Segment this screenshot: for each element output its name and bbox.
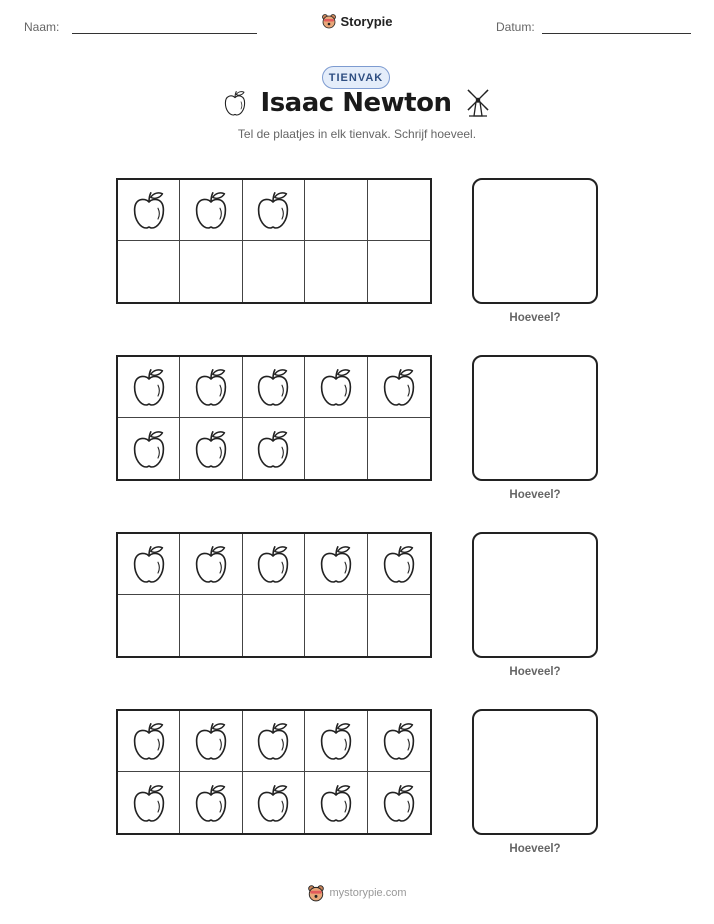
- answer-box-1[interactable]: [472, 178, 598, 304]
- apple-icon: [318, 367, 354, 407]
- ten-frame-cell: [118, 418, 180, 479]
- ten-frame-cell: [243, 534, 305, 595]
- ten-frame-cell: [305, 595, 367, 656]
- name-label: Naam:: [24, 20, 60, 34]
- ten-frame-cell: [243, 241, 305, 302]
- apple-icon: [255, 429, 291, 469]
- apple-icon: [131, 367, 167, 407]
- ten-frame-cell: [243, 772, 305, 833]
- answer-box-2[interactable]: [472, 355, 598, 481]
- apple-icon: [381, 544, 417, 584]
- ten-frame-cell: [180, 418, 242, 479]
- apple-icon: [193, 721, 229, 761]
- ten-frame-cell: [305, 772, 367, 833]
- apple-icon: [131, 783, 167, 823]
- ten-frame-cell: [243, 357, 305, 418]
- ten-frame-4: [116, 709, 432, 835]
- apple-icon: [223, 89, 247, 117]
- ten-frame-cell: [368, 241, 430, 302]
- ten-frame-cell: [118, 595, 180, 656]
- apple-icon: [131, 544, 167, 584]
- date-label: Datum:: [496, 20, 535, 34]
- ten-frame-cell: [368, 595, 430, 656]
- name-line[interactable]: [72, 33, 257, 34]
- apple-icon: [255, 783, 291, 823]
- how-many-label: Hoeveel?: [509, 843, 561, 855]
- ten-frame-cell: [368, 772, 430, 833]
- apple-icon: [255, 721, 291, 761]
- ten-frame-cell: [180, 357, 242, 418]
- windmill-icon: [465, 88, 491, 118]
- worksheet-type-badge: TIENVAK: [322, 66, 390, 89]
- ten-frame-cell: [305, 534, 367, 595]
- ten-frame-cell: [180, 772, 242, 833]
- ten-frame-cell: [180, 711, 242, 772]
- ten-frame-cell: [180, 595, 242, 656]
- apple-icon: [131, 721, 167, 761]
- footer-url: mystorypie.com: [329, 887, 407, 899]
- apple-icon: [318, 544, 354, 584]
- apple-icon: [318, 783, 354, 823]
- ten-frame-cell: [368, 534, 430, 595]
- apple-icon: [381, 367, 417, 407]
- ten-frame-cell: [305, 711, 367, 772]
- bear-logo-icon: [321, 13, 337, 29]
- ten-frame-cell: [243, 180, 305, 241]
- footer: [0, 884, 714, 902]
- brand-name: Storypie: [340, 13, 393, 29]
- answer-box-4[interactable]: [472, 709, 598, 835]
- ten-frame-cell: [368, 357, 430, 418]
- ten-frame-cell: [243, 595, 305, 656]
- ten-frame-cell: [180, 241, 242, 302]
- ten-frame-cell: [118, 241, 180, 302]
- ten-frame-3: [116, 532, 432, 658]
- ten-frame-cell: [243, 418, 305, 479]
- apple-icon: [131, 190, 167, 230]
- ten-frame-cell: [180, 534, 242, 595]
- ten-frame-cell: [368, 418, 430, 479]
- ten-frame-cell: [368, 180, 430, 241]
- ten-frame-cell: [118, 534, 180, 595]
- apple-icon: [255, 544, 291, 584]
- apple-icon: [318, 721, 354, 761]
- ten-frame-2: [116, 355, 432, 481]
- ten-frame-cell: [305, 241, 367, 302]
- brand-logo: [0, 13, 714, 29]
- ten-frame-1: [116, 178, 432, 304]
- apple-icon: [381, 721, 417, 761]
- ten-frame-cell: [368, 711, 430, 772]
- instructions: Tel de plaatjes in elk tienvak. Schrijf hoeveel.: [237, 127, 477, 141]
- apple-icon: [193, 783, 229, 823]
- apple-icon: [193, 544, 229, 584]
- apple-icon: [193, 190, 229, 230]
- ten-frame-cell: [305, 180, 367, 241]
- page-title: Isaac Newton: [260, 88, 452, 118]
- apple-icon: [131, 429, 167, 469]
- apple-icon: [255, 190, 291, 230]
- title-row: [0, 88, 714, 118]
- date-line[interactable]: [542, 33, 691, 34]
- apple-icon: [193, 367, 229, 407]
- answer-box-3[interactable]: [472, 532, 598, 658]
- how-many-label: Hoeveel?: [509, 489, 561, 501]
- apple-icon: [255, 367, 291, 407]
- ten-frame-cell: [305, 357, 367, 418]
- bear-logo-icon: [307, 884, 325, 902]
- ten-frame-cell: [243, 711, 305, 772]
- how-many-label: Hoeveel?: [509, 666, 561, 678]
- apple-icon: [193, 429, 229, 469]
- ten-frame-cell: [180, 180, 242, 241]
- how-many-label: Hoeveel?: [509, 312, 561, 324]
- apple-icon: [381, 783, 417, 823]
- ten-frame-cell: [118, 711, 180, 772]
- ten-frame-cell: [305, 418, 367, 479]
- ten-frame-cell: [118, 180, 180, 241]
- ten-frame-cell: [118, 772, 180, 833]
- ten-frame-cell: [118, 357, 180, 418]
